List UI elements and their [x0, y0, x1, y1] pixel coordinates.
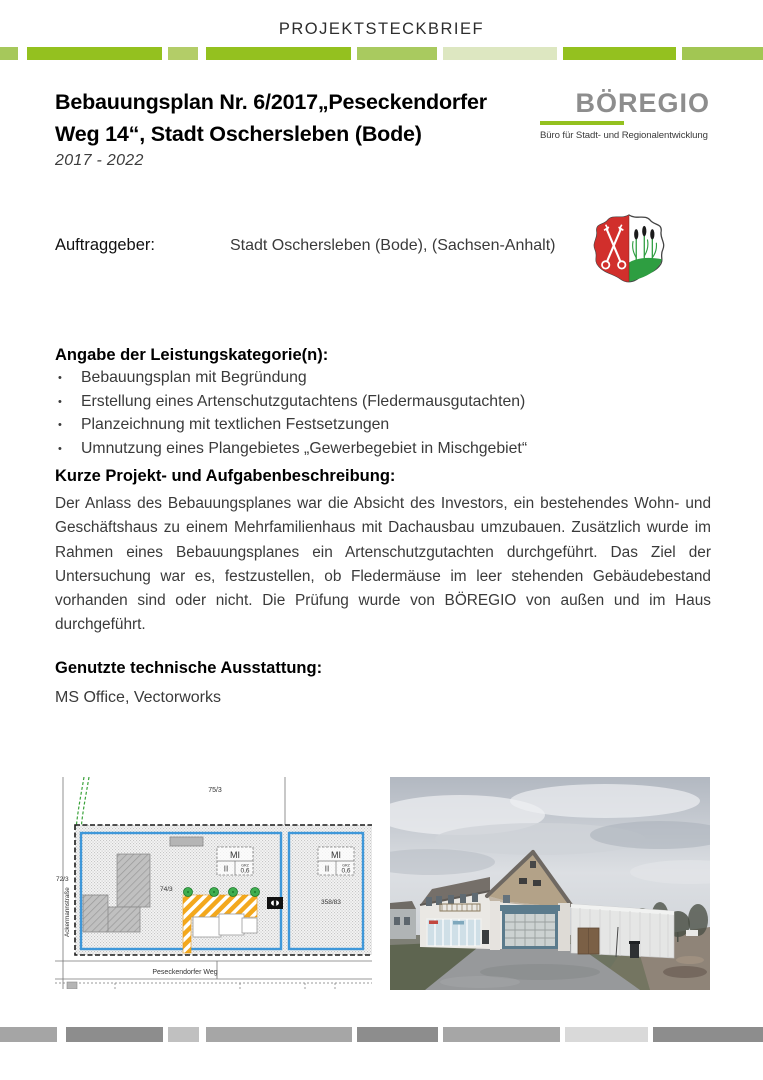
project-title [55, 86, 535, 150]
bar-segment [206, 1027, 352, 1042]
parcel-label: 72/3 [56, 876, 69, 883]
street-label-bottom: Peseckendorfer Weg [152, 969, 218, 976]
svg-text:0,6: 0,6 [341, 867, 351, 875]
description-text: Der Anlass des Bebauungsplanes war die Absicht des Investors, ein bestehendes Wohn- und Geschäftshaus zu einem Mehrfamilienhaus mit Dachausbau umzubauen. Zusätzlich wurde im Rahmen eines Bebauungsplanes ein Artenschutzgutachten durchgeführt. Das Ziel der Untersuchung war es, festzustellen, ob Fledermäuse im leer stehenden Gebäudebestand vorhanden sind oder nicht. Die Prüfung wurde von BÖREGIO von außen und im Haus durchgeführt. [55, 495, 711, 634]
svg-text:GRZ: GRZ [241, 863, 249, 868]
client-value: Stadt Oschersleben (Bode), (Sachsen-Anhalt) [230, 237, 556, 254]
boeregio-logo [540, 88, 710, 141]
category-item: • Erstellung eines Artenschutzgutachtens (Fledermausgutachten) [55, 390, 715, 414]
zone-use-box [217, 847, 253, 875]
logo-accent-line [540, 121, 624, 125]
bar-segment [206, 47, 351, 60]
project-title-line2: Weg 14“, Stadt Oschersleben (Bode) [55, 122, 422, 146]
category-item: • Bebauungsplan mit Begründung [55, 366, 715, 390]
distant-house [686, 930, 698, 936]
equipment-heading: Genutzte technische Ausstattung: [55, 659, 323, 677]
cattails [633, 226, 657, 261]
street-label-left: Ackermannstraße [64, 887, 71, 937]
description-heading: Kurze Projekt- und Aufgabenbeschreibung: [55, 467, 396, 485]
logo-wordmark: BÖREGIO [575, 88, 710, 118]
bar-segment [653, 1027, 763, 1042]
shield-green-mound [629, 258, 662, 282]
plan-symbol [267, 897, 283, 909]
top-divider-bar [0, 47, 763, 60]
categories-heading: Angabe der Leistungskategorie(n): [55, 346, 329, 364]
parcel-label: 358/83 [321, 899, 341, 906]
category-item: • Umnutzung eines Plangebietes „Gewerbegebiet in Mischgebiet“ [55, 437, 715, 461]
parcel-label: 74/3 [160, 886, 173, 893]
lower-building [67, 982, 77, 989]
bar-segment [66, 1027, 163, 1042]
zone-use-box [318, 847, 354, 875]
oschersleben-coat-of-arms-icon [588, 211, 670, 285]
bar-segment [0, 47, 18, 60]
bar-segment [563, 47, 676, 60]
client-label: Auftraggeber: [55, 236, 155, 254]
svg-text:II: II [324, 864, 330, 874]
bar-segment [0, 1027, 57, 1042]
bar-segment [27, 47, 162, 60]
site-plan-image [55, 777, 372, 989]
svg-text:MI: MI [331, 850, 341, 860]
bar-segment [443, 1027, 560, 1042]
left-building [390, 901, 416, 939]
categories-list [55, 366, 715, 460]
bar-segment [168, 47, 198, 60]
parcel-label: 75/3 [208, 787, 222, 794]
svg-text:0,6: 0,6 [240, 867, 250, 875]
svg-text:GRZ: GRZ [342, 863, 350, 868]
bar-segment [357, 1027, 438, 1042]
svg-text:II: II [223, 864, 229, 874]
svg-text:MI: MI [230, 850, 240, 860]
bar-segment [565, 1027, 648, 1042]
page-title: PROJEKTSTECKBRIEF [278, 20, 485, 38]
project-period: 2017 - 2022 [55, 152, 144, 169]
warehouse-hall [571, 904, 674, 958]
bar-segment [443, 47, 557, 60]
project-title-line1: Bebauungsplan Nr. 6/2017„Peseckendorfer [55, 90, 487, 114]
bar-segment [357, 47, 437, 60]
building-photo [390, 777, 710, 990]
category-item: • Planzeichnung mit textlichen Festsetzungen [55, 413, 715, 437]
bottom-divider-bar [0, 1027, 763, 1042]
equipment-value: MS Office, Vectorworks [55, 689, 221, 706]
logo-tagline: Büro für Stadt- und Regionalentwicklung [540, 130, 708, 141]
bar-segment [682, 47, 763, 60]
bar-segment [168, 1027, 199, 1042]
